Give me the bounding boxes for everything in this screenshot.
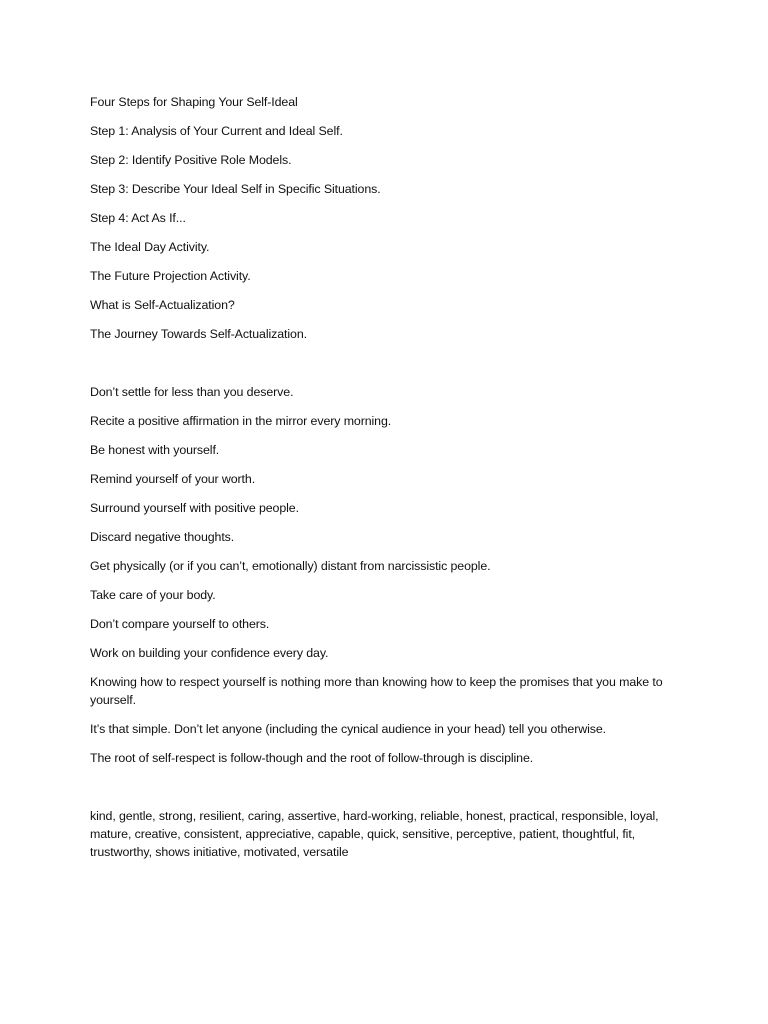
self-respect-paragraph: Knowing how to respect yourself is nothing more than knowing how to keep the promises that you make to yourself. xyxy=(90,675,663,707)
self-respect-tip: Recite a positive affirmation in the mirror every morning. xyxy=(90,414,392,428)
step-1-line: Step 1: Analysis of Your Current and Ideal Self. xyxy=(90,124,343,138)
self-respect-tip: Take care of your body. xyxy=(90,588,216,602)
future-projection-line: The Future Projection Activity. xyxy=(90,269,251,283)
self-respect-tip: Don’t compare yourself to others. xyxy=(90,617,270,631)
traits-list: kind, gentle, strong, resilient, caring, assertive, hard-working, reliable, honest, practical, responsible, loyal, mature, creative, consistent, appreciative, capable, quick, sensitive, perceptive, patient, thoughtful, fit, trustworthy, shows initiative, motivated, versatile xyxy=(90,809,659,859)
section-spacer xyxy=(90,354,670,383)
self-respect-paragraph: The root of self-respect is follow-though and the root of follow-through is discipline. xyxy=(90,751,534,765)
step-3-line: Step 3: Describe Your Ideal Self in Specific Situations. xyxy=(90,182,381,196)
step-2-line: Step 2: Identify Positive Role Models. xyxy=(90,153,292,167)
step-4-line: Step 4: Act As If... xyxy=(90,211,186,225)
self-respect-tip: Discard negative thoughts. xyxy=(90,530,235,544)
self-respect-paragraph: It’s that simple. Don’t let anyone (including the cynical audience in your head) tell you otherwise. xyxy=(90,722,606,736)
heading-four-steps: Four Steps for Shaping Your Self-Ideal xyxy=(90,95,298,109)
self-respect-tip: Get physically (or if you can’t, emotionally) distant from narcissistic people. xyxy=(90,559,491,573)
self-respect-tip: Don’t settle for less than you deserve. xyxy=(90,385,294,399)
self-respect-tip: Work on building your confidence every day. xyxy=(90,646,329,660)
document-body xyxy=(90,93,670,872)
self-respect-tip: Remind yourself of your worth. xyxy=(90,472,256,486)
self-respect-tip: Surround yourself with positive people. xyxy=(90,501,299,515)
journey-line: The Journey Towards Self-Actualization. xyxy=(90,327,307,341)
ideal-day-line: The Ideal Day Activity. xyxy=(90,240,210,254)
section-spacer xyxy=(90,778,670,807)
self-actualization-question: What is Self-Actualization? xyxy=(90,298,235,312)
self-respect-tip: Be honest with yourself. xyxy=(90,443,220,457)
